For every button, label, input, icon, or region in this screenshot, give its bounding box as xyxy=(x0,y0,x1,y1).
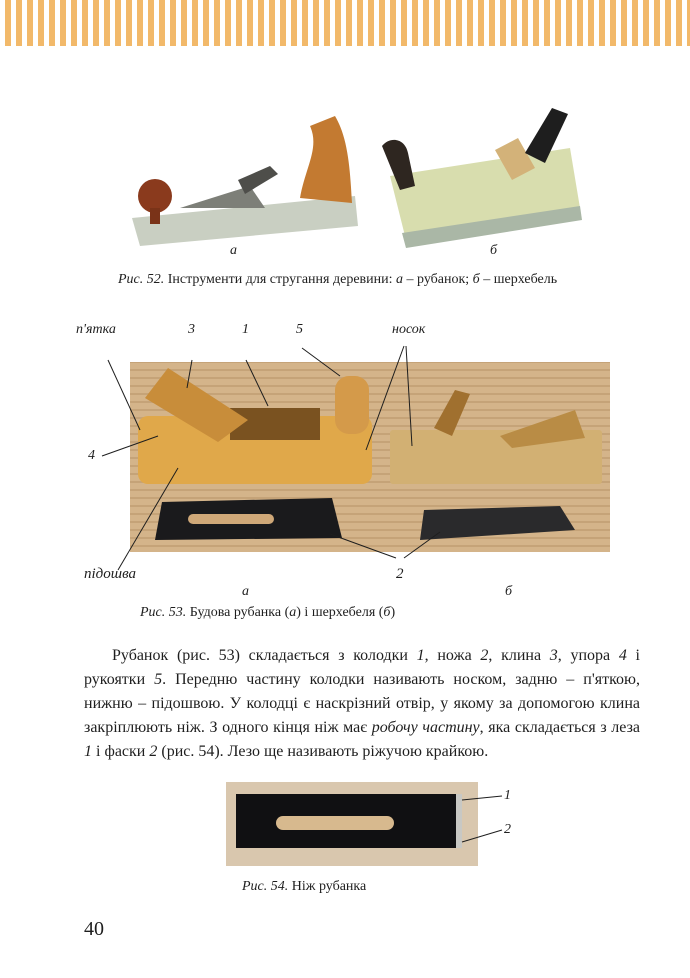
plane-a-knob-stem xyxy=(150,208,160,224)
iron-slot xyxy=(276,816,394,830)
figure-53-image xyxy=(0,318,690,608)
fig52-label-b: б xyxy=(490,243,498,258)
callout-heel: п'ятка xyxy=(76,322,116,337)
plane-a-iron xyxy=(238,166,278,194)
plane-a-handle xyxy=(335,376,369,434)
callout-2: 2 xyxy=(396,566,404,582)
fig53-caption-num: Рис. 53. xyxy=(140,605,187,620)
fig52-caption-dash-1: – рубанок; xyxy=(406,272,470,287)
fig52-caption-dash-2: – xyxy=(483,272,491,287)
plane-a-knob xyxy=(138,179,172,213)
fig53-label-b: б xyxy=(505,584,513,599)
callout-3: 3 xyxy=(188,322,195,337)
callout-sole: підошва xyxy=(84,566,136,582)
fig53-caption-text-2: ) і шерхебеля ( xyxy=(296,605,384,620)
plane-a-tote xyxy=(300,116,352,203)
fig54-caption-text: Ніж рубанка xyxy=(291,879,367,894)
fig53-caption-b: б xyxy=(383,605,391,620)
fig53-caption xyxy=(140,604,540,622)
body-paragraph: Рубанок (рис. 53) складається з колодки 1, ножа 2, клина 3, упора 4 і рукоятки 5. Передню частину колодки називають носком, задню – п'яткою, нижню – підошвою. У колодці є наскрізний отвір, у якому за допомогою клина закріплюють ніж. З одного кінця ніж має робочу частину, яка складається з леза 1 і фаски 2 (рис. 54). Лезо ще називають ріжучою крайкою. xyxy=(84,647,640,760)
callout-1: 1 xyxy=(242,322,249,337)
callout-nose: носок xyxy=(392,322,426,337)
callout-5: 5 xyxy=(296,322,303,337)
fig52-caption-b: б xyxy=(472,272,480,287)
fig52-caption-num: Рис. 52. xyxy=(118,272,165,287)
fig53-caption-a: а xyxy=(289,605,297,620)
fig54-caption xyxy=(242,878,366,896)
fig52-label-a: а xyxy=(230,243,237,258)
figure-52-image xyxy=(120,108,590,268)
callout-4: 4 xyxy=(88,448,95,463)
decorative-stripe-border xyxy=(0,0,690,46)
plane-a-opening xyxy=(230,408,320,440)
iron-bevel xyxy=(456,794,462,848)
fig52-caption xyxy=(118,271,588,289)
fig52-caption-text: Інструменти для стругання деревини: xyxy=(167,272,393,287)
fig53-label-a: а xyxy=(242,584,249,599)
figure-54-image xyxy=(222,778,532,870)
fig54-caption-num: Рис. 54. xyxy=(242,879,289,894)
fig54-callout-1: 1 xyxy=(504,788,511,803)
fig52-caption-a: а xyxy=(396,272,404,287)
page-number: 40 xyxy=(84,918,104,940)
fig53-caption-text-1: Будова рубанка ( xyxy=(189,605,290,620)
fig53-caption-text-3: ) xyxy=(390,605,396,620)
fig54-callout-2: 2 xyxy=(504,822,511,837)
plane-a-iron-slot xyxy=(188,514,274,524)
emphasis-working-part: робочу частину xyxy=(371,719,480,736)
fig52-caption-text-2: шерхебель xyxy=(493,272,558,287)
plane-b-horn xyxy=(382,140,415,190)
